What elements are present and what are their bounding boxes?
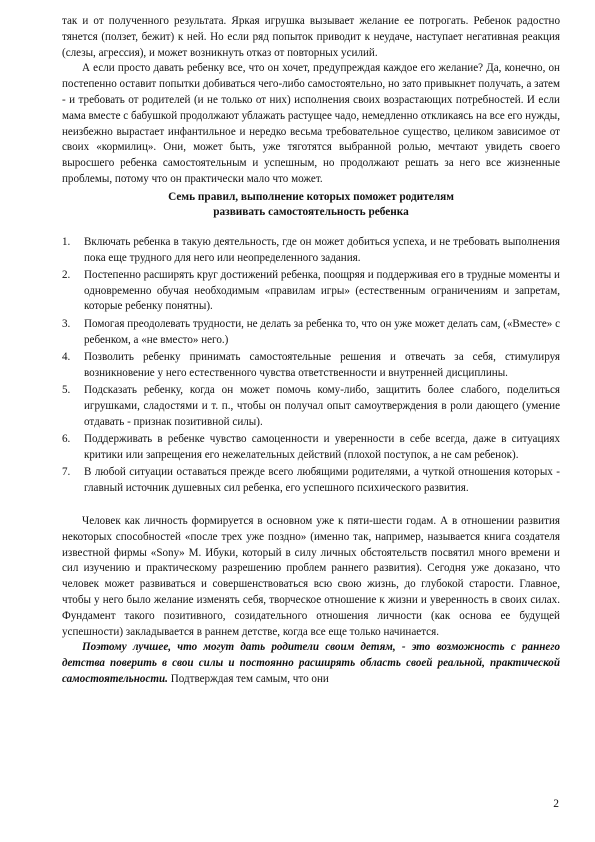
- list-item-number: 2.: [62, 268, 71, 281]
- emphasis-text: Поэтому лучшее, что могут дать родители своим детям, - это возможность с раннего детства поверить в свои силы и постоянно расширять область своей реальной, практической самостоятельности.: [62, 641, 560, 685]
- list-item-text: В любой ситуации оставаться прежде всего любящими родителями, а чуткой отношения которых - главный источник душевных сил ребенка, его успешного психического развития.: [84, 465, 560, 494]
- paragraph-intro: так и от полученного результата. Яркая игрушка вызывает желание ее потрогать. Ребенок радостно тянется (ползет, бежит) к ней. Но если ряд попыток приводит к неудаче, наступает негативная реакция (слезы, агрессия), и может возникнуть отказ от повторных усилий.: [62, 15, 560, 59]
- rules-heading-line2: развивать самостоятельность ребенка: [213, 206, 409, 219]
- list-item-text: Помогая преодолевать трудности, не делать за ребенка то, что он уже может делать сам, («Вместе» с ребенком, а «не вместо» него.): [84, 317, 560, 346]
- list-item-text: Включать ребенка в такую деятельность, где он может добиться успеха, и не требовать выполнения пока еще трудного для него или неопределенного задания.: [84, 235, 560, 264]
- list-item: [62, 317, 560, 349]
- list-item-number: 1.: [62, 235, 71, 248]
- rules-heading-line1: Семь правил, выполнение которых поможет родителям: [168, 190, 454, 203]
- paragraph-personality: Человек как личность формируется в основном уже к пяти-шести годам. А в отношении развития некоторых способностей «после трех уже поздно» (именно так, например, называется книга создателя известной фирмы «Sony» М. Ибуки, который в силу личных обстоятельств посвятил много времени и сил изучению и практическому разрешению проблем раннего развития). Сегодня уже доказано, что человек может развиваться и совершенствоваться всю свою жизнь, до глубокой старости. Главное, чтобы у него было желание изменять себя, творческое отношение к жизни и уверенность в своих силах. Фундамент такого позитивного, созидательного отношения личности (как основа ее будущей успешности) закладывается в раннем детстве, когда все еще только начинается.: [62, 515, 560, 638]
- page-number: 2: [553, 798, 559, 810]
- spacer: [62, 498, 560, 514]
- list-item-text: Позволить ребенку принимать самостоятельные решения и отвечать за себя, стимулируя возникновение у него естественного чувства ответственности и внутренней дисциплины.: [84, 350, 560, 379]
- paragraph-final-rest: Подтверждая тем самым, что они: [167, 672, 329, 685]
- list-item-text: Поддерживать в ребенке чувство самоценности и уверенности в себе всегда, даже в ситуациях критики или запрещения его нежелательных действий (плохой поступок, а не сам ребенок).: [84, 432, 560, 461]
- list-item-text: Подсказать ребенку, когда он может помочь кому-либо, защитить более слабого, поделиться игрушками, сладостями и т. п., чтобы он получал опыт самоутверждения в роли дающего (умение отдавать - признак позитивной силы).: [84, 383, 560, 428]
- list-item-number: 6.: [62, 432, 71, 445]
- rules-list: [62, 235, 560, 497]
- list-item-number: 3.: [62, 317, 71, 330]
- list-item: [62, 350, 560, 382]
- list-item-text: Постепенно расширять круг достижений ребенка, поощряя и поддерживая его в трудные моменты и одновременно обучая необходимым «правилам игры» (естественным ограничениям и запретам, которые ребенку понятны).: [84, 268, 560, 313]
- document-page: [62, 14, 560, 688]
- rules-heading: [62, 190, 560, 221]
- list-item: [62, 465, 560, 497]
- list-item: [62, 235, 560, 267]
- paragraph-second: А если просто давать ребенку все, что он хочет, предупреждая каждое его желание? Да, конечно, он постепенно оставит попытки добиваться чего-либо самостоятельно, но зато привыкнет получать, а затем - и требовать от родителей (и не только от них) исполнения своих возрастающих потребностей. И если мама вместе с бабушкой продолжают ублажать растущее чадо, немедленно откликаясь на все его нужды, неизбежно вырастает инфантильное и нередко весьма требовательное существо, целиком зависимое от своих «кормилиц». Они, может быть, уже тяготятся выбранной ролью, мечтают увидеть своего выросшего ребенка самостоятельным и успешным, но продолжают решать за него все жизненные проблемы, потому что он практически мало что может.: [62, 62, 560, 185]
- list-item: [62, 268, 560, 315]
- list-item-number: 5.: [62, 383, 71, 396]
- paragraph-final: [62, 640, 560, 687]
- list-item-number: 7.: [62, 465, 71, 478]
- list-item: [62, 383, 560, 430]
- list-item: [62, 432, 560, 464]
- list-item-number: 4.: [62, 350, 71, 363]
